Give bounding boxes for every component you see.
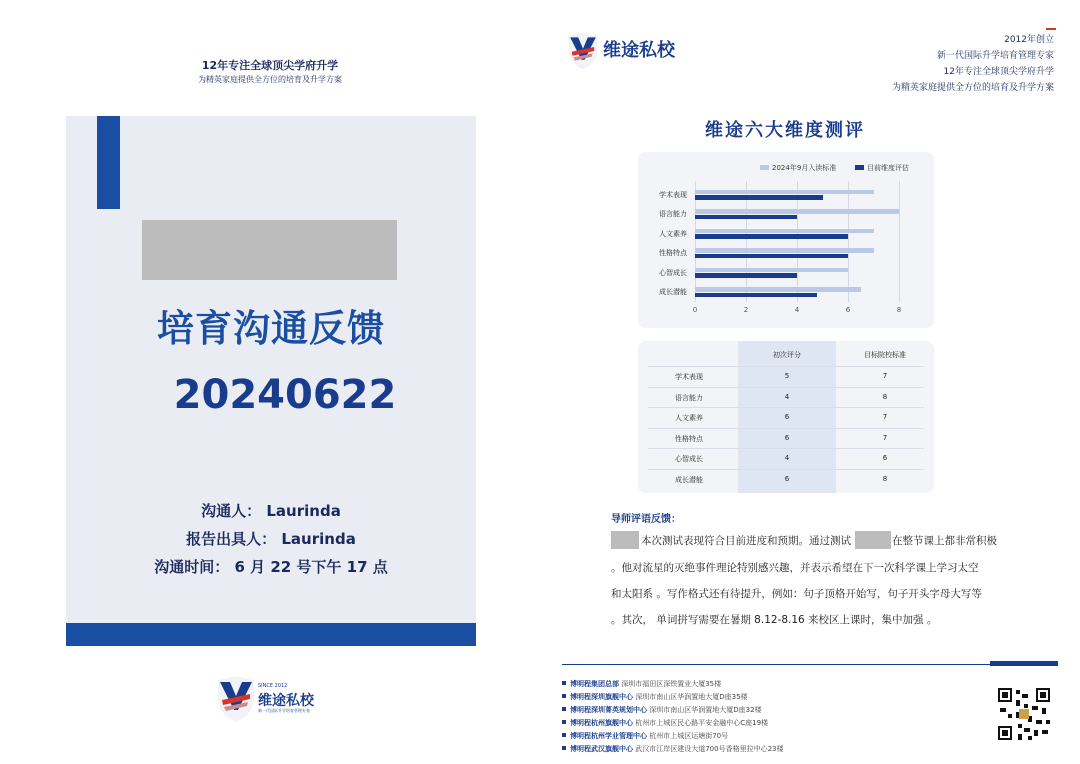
- table-cell-dimension: 学术表现: [675, 373, 703, 381]
- legend-swatch-standard: [760, 165, 769, 170]
- footer-address-item: [562, 718, 768, 728]
- x-tick-label: 2: [743, 306, 749, 314]
- x-tick-label: 6: [845, 306, 851, 314]
- table-cell-initial: 6: [784, 413, 790, 421]
- redacted-name: [611, 531, 639, 549]
- bullet-icon: [562, 681, 566, 685]
- footer-accent-bar: [990, 661, 1058, 666]
- table-cell-target: 6: [882, 454, 888, 462]
- cover-title: 培育沟通反馈: [157, 307, 385, 350]
- y-category-label: 心智成长: [659, 268, 687, 277]
- header-line-2: 新一代国际升学培育管理专家: [936, 51, 1054, 61]
- cover-accent-bar: [97, 116, 120, 209]
- footer-center-address: 深圳市南山区华润置地大厦D座32楼: [647, 706, 762, 714]
- time-line: 沟通时间： 6 月 22 号下午 17 点: [154, 558, 388, 576]
- footer-center-name: 博明程深圳菁英规划中心: [570, 706, 647, 714]
- grid-line: [848, 181, 849, 302]
- grid-line: [899, 181, 900, 302]
- y-category-label: 成长潜能: [659, 288, 687, 297]
- table-cell-dimension: 语言能力: [675, 393, 703, 402]
- table-cell-dimension: 人文素养: [675, 414, 703, 422]
- right-logo-name: 维途私校: [603, 40, 675, 61]
- header-line-1: 2012年创立: [1004, 35, 1054, 45]
- y-category-label: 语言能力: [659, 210, 687, 219]
- bar-standard: [695, 287, 861, 292]
- footer-center-address: 武汉市江岸区建设大道700号香格里拉中心23楼: [633, 745, 784, 753]
- footer-center-name: 博明程杭州学业管理中心: [570, 732, 647, 740]
- eval-title: 维途六大维度测评: [705, 120, 865, 141]
- bullet-icon: [562, 720, 566, 724]
- x-tick-label: 4: [794, 306, 800, 314]
- chart-panel: [638, 152, 934, 328]
- logo-since: SINCE 2012: [258, 683, 288, 689]
- table-row-divider: [648, 469, 924, 470]
- table-cell-dimension: 心智成长: [675, 455, 703, 463]
- footer-address-item: [562, 731, 728, 741]
- feedback-line-1a: 本次测试表现符合目前进度和预期。通过测试: [641, 535, 851, 547]
- table-cell-target: 8: [882, 474, 888, 483]
- bullet-icon: [562, 746, 566, 750]
- bar-standard: [695, 229, 874, 234]
- table-row-divider: [648, 387, 924, 388]
- y-category-label: 性格特点: [659, 249, 687, 258]
- footer-center-name: 博明程深圳旗舰中心: [570, 693, 633, 701]
- table-row-divider: [648, 366, 924, 367]
- cover-bottom-bar: [66, 623, 476, 646]
- table-cell-initial: 6: [784, 433, 790, 442]
- shield-logo-icon: [567, 32, 599, 70]
- bar-standard: [695, 248, 874, 253]
- table-cell-target: 7: [882, 372, 888, 380]
- bar-current: [695, 195, 823, 200]
- feedback-line-4: 。其次， 单词拼写需要在暑期 8.12-8.16 来校区上课时，集中加强 。: [611, 614, 938, 626]
- reporter-line: 报告出具人： Laurinda: [186, 530, 356, 548]
- header-line-3: 12年专注全球顶尖学府升学: [943, 67, 1054, 77]
- footer-center-address: 杭州市上城区民心路平安金融中心C座19楼: [633, 719, 769, 727]
- communicator-line: 沟通人： Laurinda: [201, 502, 341, 520]
- table-header-target: 目标院校标准: [864, 351, 906, 359]
- bar-standard: [695, 190, 874, 195]
- left-subtagline: 为精英家庭提供全方位的培育及升学方案: [198, 75, 342, 84]
- feedback-line-2: 。他对流星的灭绝事件理论特别感兴趣，并表示希望在下一次科学课上学习太空: [611, 562, 979, 574]
- x-tick-label: 0: [692, 306, 698, 314]
- footer-address-item: [562, 679, 721, 689]
- header-line-4: 为精英家庭提供全方位的培育及升学方案: [891, 83, 1054, 93]
- x-tick-label: 8: [896, 306, 902, 314]
- table-cell-dimension: 成长潜能: [675, 475, 703, 484]
- table-cell-initial: 4: [784, 392, 790, 401]
- bullet-icon: [562, 694, 566, 698]
- bar-standard: [695, 209, 899, 214]
- redacted-name: [855, 531, 891, 549]
- table-cell-initial: 5: [784, 372, 790, 380]
- table-row-divider: [648, 407, 924, 408]
- table-row-divider: [648, 448, 924, 449]
- feedback-line-3: 和太阳系 。写作格式还有待提升，例如：句子顶格开始写，句子开头字母大写等: [611, 588, 982, 600]
- cover-date: 20240622: [173, 372, 397, 418]
- bullet-icon: [562, 707, 566, 711]
- redacted-block: [142, 220, 397, 280]
- y-category-label: 学术表现: [659, 190, 687, 199]
- qr-code-icon: [996, 686, 1052, 742]
- bar-current: [695, 254, 848, 259]
- bar-current: [695, 234, 848, 239]
- table-cell-target: 7: [882, 433, 888, 442]
- footer-address-item: [562, 705, 762, 715]
- logo-sub: 新一代国际升学培育管理专家: [258, 708, 310, 713]
- table-header-initial: 初次评分: [773, 351, 801, 359]
- table-cell-initial: 6: [784, 474, 790, 483]
- footer-center-name: 博明程集团总部: [570, 680, 619, 688]
- header-accent-line: [1046, 28, 1056, 30]
- bullet-icon: [562, 733, 566, 737]
- footer-center-name: 博明程武汉旗舰中心: [570, 745, 633, 753]
- table-cell-target: 8: [882, 392, 888, 401]
- legend-label-current: 目前维度评估: [867, 164, 909, 172]
- legend-swatch-current: [855, 165, 864, 170]
- footer-center-address: 深圳市南山区华润置地大厦D座35楼: [633, 693, 748, 701]
- footer-center-address: 深圳市福田区深铁置业大厦35楼: [619, 680, 722, 688]
- table-row-divider: [648, 428, 924, 429]
- bar-current: [695, 293, 817, 298]
- table-cell-target: 7: [882, 413, 888, 421]
- footer-address-item: [562, 744, 784, 754]
- footer-address-item: [562, 692, 748, 702]
- table-cell-initial: 4: [784, 454, 790, 462]
- feedback-title: 导师评语反馈：: [611, 514, 681, 525]
- y-category-label: 人文素养: [659, 229, 687, 238]
- bar-current: [695, 215, 797, 220]
- shield-logo-icon: [216, 676, 256, 722]
- logo-name: 维途私校: [258, 693, 314, 709]
- bar-standard: [695, 268, 848, 273]
- feedback-line-1b: 在整节课上都非常积极: [892, 535, 997, 547]
- bar-current: [695, 273, 797, 278]
- footer-center-name: 博明程杭州旗舰中心: [570, 719, 633, 727]
- table-cell-dimension: 性格特点: [675, 434, 703, 443]
- legend-label-standard: 2024年9月入读标准: [772, 164, 837, 172]
- footer-center-address: 杭州市上城区运塘街70号: [647, 732, 729, 740]
- left-tagline: 12年专注全球顶尖学府升学: [201, 59, 339, 72]
- footer-divider: [562, 664, 1058, 665]
